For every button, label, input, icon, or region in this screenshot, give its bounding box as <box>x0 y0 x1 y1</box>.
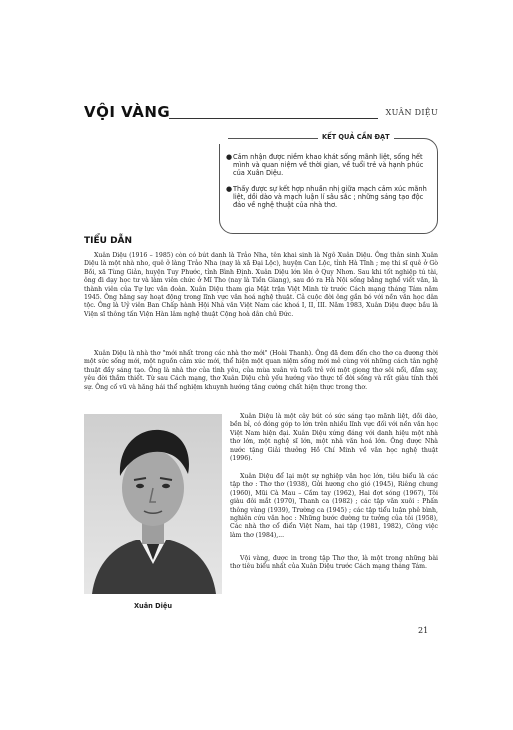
author-name: XUÂN DIỆU <box>385 108 438 117</box>
poem-intro-paragraph: Vội vàng, được in trong tập Thơ thơ, là một trong những bài thơ tiêu biểu nhất của Xuân Diệu trước Cách mạng tháng Tám. <box>230 555 438 571</box>
poem-title: VỘI VÀNG <box>84 103 171 121</box>
title-rule <box>169 118 378 119</box>
author-portrait <box>84 414 222 594</box>
legacy-paragraph: Xuân Diệu là một cây bút có sức sáng tạo mãnh liệt, dồi dào, bền bỉ, có đóng góp to lớn trên nhiều lĩnh vực đối với nền văn học Việt Nam hiện đại. Xuân Diệu xứng đáng với danh hiệu một nhà thơ lớn, một nghệ sĩ lớn, một nhà văn hoá lớn. Ông được Nhà nước tặng Giải thưởng Hồ Chí Minh về văn học nghệ thuật (1996). <box>230 413 438 463</box>
portrait-illustration <box>84 414 222 594</box>
goal-item: Cảm nhận được niềm khao khát sống mãnh liệt, sống hết mình và quan niệm về thời gian, về tuổi trẻ và hạnh phúc của Xuân Diệu. <box>233 153 424 178</box>
works-paragraph: Xuân Diệu để lại một sự nghiệp văn học lớn, tiêu biểu là các tập thơ : Thơ thơ (1938), Gửi hương cho gió (1945), Riêng chung (1960), Mũi Cà Mau – Cầm tay (1962), Hai đợt sóng (1967), Tôi giàu đôi mắt (1970), Thanh ca (1982) ; các tập văn xuôi : Phấn thông vàng (1939), Trường ca (1945) ; các tập tiểu luận phê bình, nghiên cứu văn học : Những bước đường tư tưởng của tôi (1958), Các nhà thơ cổ điển Việt Nam, hai tập (1981, 1982), Công việc làm thơ (1984),... <box>230 473 438 539</box>
bio-paragraph: Xuân Diệu (1916 – 1985) còn có bút danh là Trảo Nha, tên khai sinh là Ngô Xuân Diệu. Ông thân sinh Xuân Diệu là một nhà nho, quê ở làng Trảo Nha (nay là xã Đại Lộc), huyện Can Lộc, tỉnh Hà Tĩnh ; mẹ thi sĩ quê ở Gò Bồi, xã Tùng Giản, huyện Tuy Phước, tỉnh Bình Định. Xuân Diệu lớn lên ở Quy Nhơn. Sau khi tốt nghiệp tú tài, ông đi dạy học tư và làm viên chức ở Mĩ Tho (nay là Tiền Giang), sau đó ra Hà Nội sống bằng nghề viết văn, là thành viên của Tự lực văn đoàn. Xuân Diệu tham gia Mặt trận Việt Minh từ trước Cách mạng tháng Tám năm 1945. Ông hăng say hoạt động trong lĩnh vực văn hoá nghệ thuật. Cả cuộc đời ông gắn bó với nền văn học dân tộc. Ông là Uỷ viên Ban Chấp hành Hội Nhà văn Việt Nam các khoá I, II, III. Năm 1983, Xuân Diệu được bầu là Viện sĩ thông tấn Viện Hàn lâm nghệ thuật Cộng hoà dân chủ Đức. <box>84 252 438 318</box>
page-number: 21 <box>418 626 429 635</box>
goals-heading: KẾT QUẢ CẦN ĐẠT <box>318 133 394 141</box>
portrait-caption: Xuân Diệu <box>133 602 173 610</box>
goals-box-corner <box>214 132 228 144</box>
bullet-icon: ● <box>226 185 233 193</box>
title-row <box>84 103 438 125</box>
bullet-icon: ● <box>226 153 233 161</box>
goal-item: Thấy được sự kết hợp nhuần nhị giữa mạch cảm xúc mãnh liệt, dồi dào và mạch luận lí sâu sắc ; những sáng tạo độc đáo về nghệ thuật của nhà thơ. <box>233 185 427 210</box>
style-paragraph: Xuân Diệu là nhà thơ "mới nhất trong các nhà thơ mới" (Hoài Thanh). Ông đã đem đến cho thơ ca đương thời một sức sống mới, một nguồn cảm xúc mới, thể hiện một quan niệm sống mới mẻ cùng với những cách tân nghệ thuật đầy sáng tạo. Ông là nhà thơ của tình yêu, của mùa xuân và tuổi trẻ với một giọng thơ sôi nổi, đắm say, yêu đời thắm thiết. Từ sau Cách mạng, thơ Xuân Diệu chủ yếu hướng vào thực tế đời sống và rất giàu tính thời sự. Ông cố vũ và hăng hái thể nghiệm khuynh hướng tăng cường chất hiện thực trong thơ. <box>84 350 438 391</box>
section-title: TIỂU DẪN <box>84 236 133 246</box>
